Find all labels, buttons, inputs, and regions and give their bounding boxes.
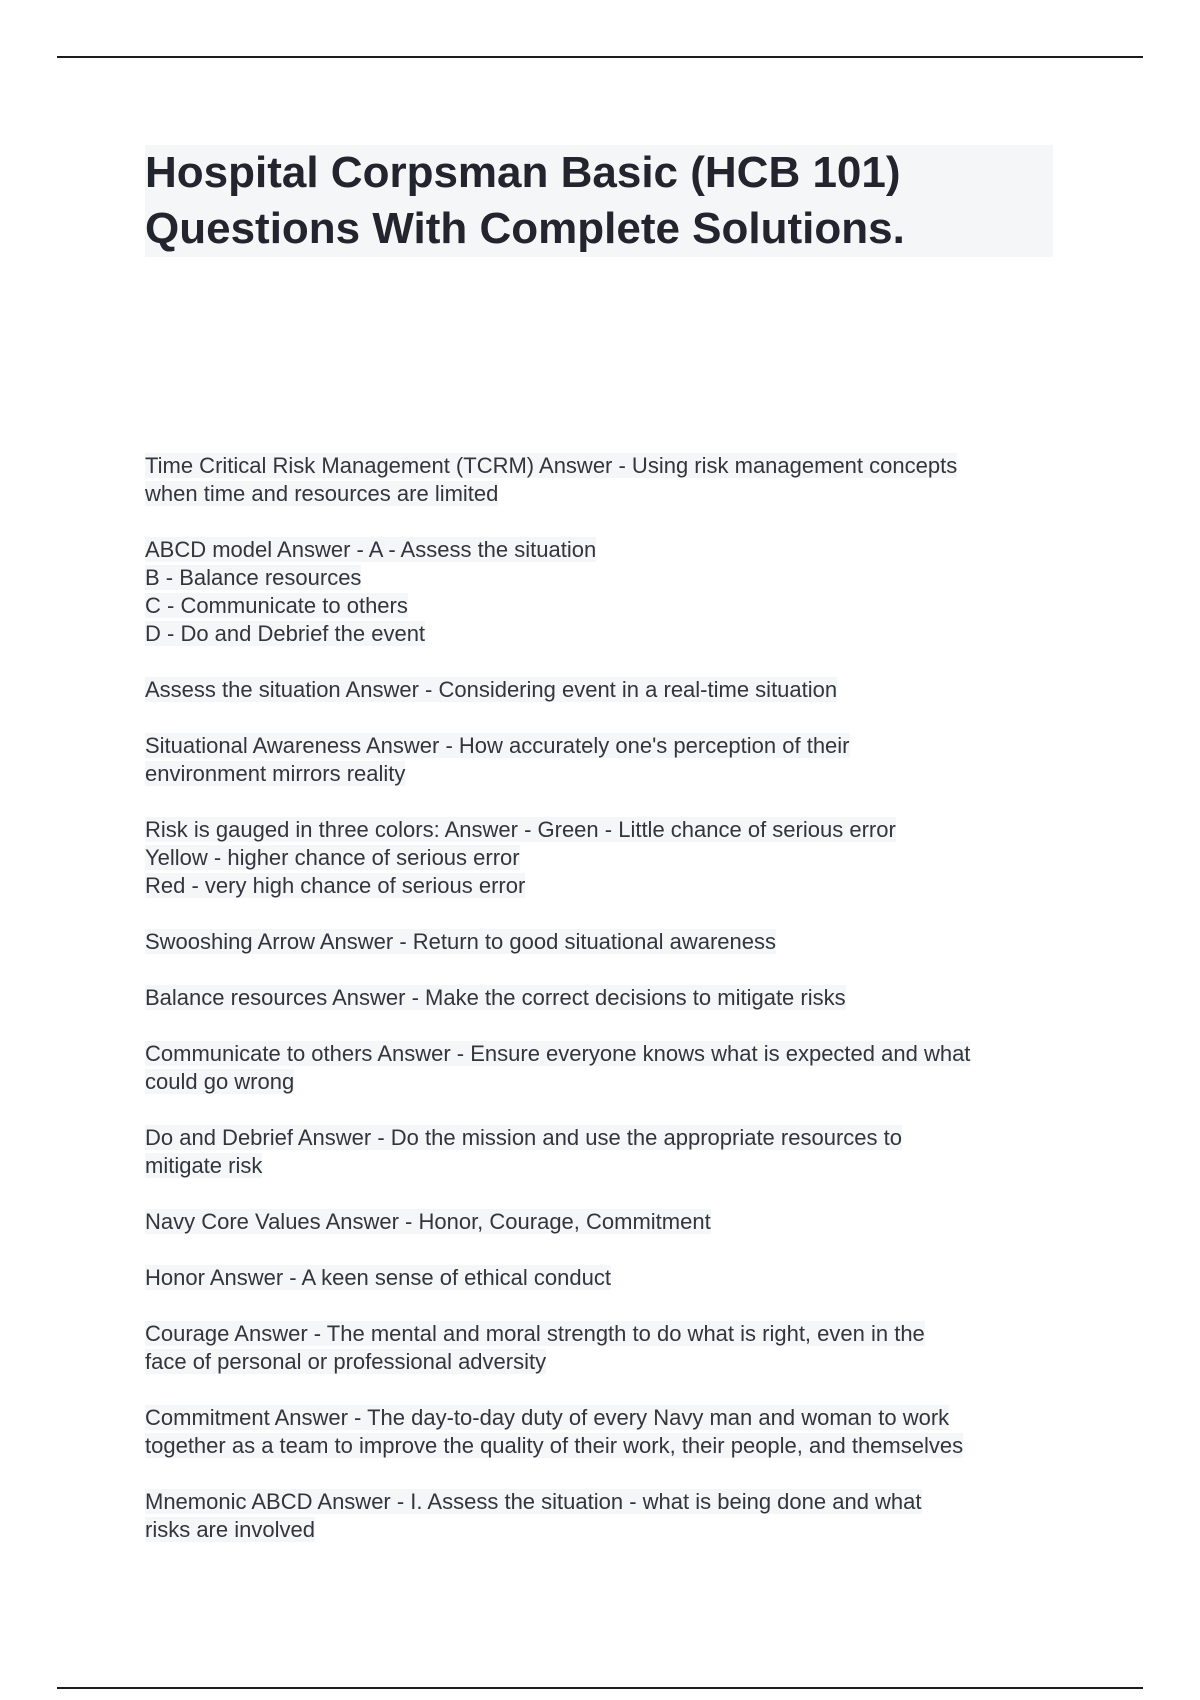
- qa-line: [145, 1348, 1075, 1376]
- qa-text: mitigate risk: [145, 1153, 263, 1178]
- qa-line: [145, 1488, 1075, 1516]
- title-line-2: Questions With Complete Solutions.: [145, 204, 905, 253]
- qa-text: B - Balance resources: [145, 565, 362, 590]
- qa-line: [145, 1404, 1075, 1432]
- qa-line: [145, 1516, 1075, 1544]
- qa-line: [145, 620, 1075, 648]
- qa-line: [145, 592, 1075, 620]
- qa-line: [145, 676, 1075, 704]
- qa-item: [145, 1124, 1075, 1180]
- qa-text: Honor Answer - A keen sense of ethical conduct: [145, 1265, 611, 1290]
- qa-text: Swooshing Arrow Answer - Return to good situational awareness: [145, 929, 777, 954]
- qa-line: [145, 760, 1075, 788]
- qa-text: Time Critical Risk Management (TCRM) Answer - Using risk management concepts: [145, 453, 958, 478]
- qa-item: [145, 676, 1075, 704]
- qa-text: Communicate to others Answer - Ensure everyone knows what is expected and what: [145, 1041, 971, 1066]
- qa-line: [145, 1432, 1075, 1460]
- qa-text: Do and Debrief Answer - Do the mission and use the appropriate resources to: [145, 1125, 902, 1150]
- qa-line: [145, 816, 1075, 844]
- title-line-1: Hospital Corpsman Basic (HCB 101): [145, 148, 901, 197]
- qa-text: Red - very high chance of serious error: [145, 873, 526, 898]
- qa-item: [145, 732, 1075, 788]
- qa-line: [145, 1068, 1075, 1096]
- bottom-divider: [57, 1687, 1143, 1689]
- qa-line: [145, 1124, 1075, 1152]
- qa-text: risks are involved: [145, 1517, 315, 1542]
- qa-item: [145, 1320, 1075, 1376]
- qa-list: [145, 452, 1075, 1572]
- qa-text: Assess the situation Answer - Considering event in a real-time situation: [145, 677, 838, 702]
- qa-text: together as a team to improve the quality of their work, their people, and themselves: [145, 1433, 964, 1458]
- qa-line: [145, 844, 1075, 872]
- qa-line: [145, 480, 1075, 508]
- qa-line: [145, 1320, 1075, 1348]
- qa-line: [145, 872, 1075, 900]
- qa-item: [145, 1488, 1075, 1544]
- qa-line: [145, 1040, 1075, 1068]
- qa-text: Courage Answer - The mental and moral strength to do what is right, even in the: [145, 1321, 925, 1346]
- qa-text: face of personal or professional adversity: [145, 1349, 547, 1374]
- qa-text: Mnemonic ABCD Answer - I. Assess the situation - what is being done and what: [145, 1489, 922, 1514]
- qa-line: [145, 452, 1075, 480]
- qa-item: [145, 1264, 1075, 1292]
- qa-line: [145, 1264, 1075, 1292]
- qa-line: [145, 564, 1075, 592]
- document-title: [145, 145, 1053, 257]
- qa-text: could go wrong: [145, 1069, 295, 1094]
- qa-text: Risk is gauged in three colors: Answer - Green - Little chance of serious error: [145, 817, 896, 842]
- qa-text: C - Communicate to others: [145, 593, 408, 618]
- qa-item: [145, 928, 1075, 956]
- top-divider: [57, 56, 1143, 58]
- qa-line: [145, 1152, 1075, 1180]
- qa-text: Commitment Answer - The day-to-day duty of every Navy man and woman to work: [145, 1405, 950, 1430]
- qa-text: D - Do and Debrief the event: [145, 621, 426, 646]
- qa-item: [145, 1404, 1075, 1460]
- qa-line: [145, 732, 1075, 760]
- qa-text: Navy Core Values Answer - Honor, Courage, Commitment: [145, 1209, 711, 1234]
- qa-item: [145, 984, 1075, 1012]
- qa-text: Yellow - higher chance of serious error: [145, 845, 520, 870]
- qa-item: [145, 1208, 1075, 1236]
- qa-line: [145, 1208, 1075, 1236]
- qa-item: [145, 1040, 1075, 1096]
- qa-text: Situational Awareness Answer - How accurately one's perception of their: [145, 733, 850, 758]
- qa-line: [145, 928, 1075, 956]
- qa-line: [145, 984, 1075, 1012]
- qa-item: [145, 816, 1075, 900]
- qa-text: when time and resources are limited: [145, 481, 499, 506]
- qa-text: ABCD model Answer - A - Assess the situation: [145, 537, 597, 562]
- qa-item: [145, 452, 1075, 508]
- qa-line: [145, 536, 1075, 564]
- qa-text: environment mirrors reality: [145, 761, 406, 786]
- qa-item: [145, 536, 1075, 648]
- qa-text: Balance resources Answer - Make the correct decisions to mitigate risks: [145, 985, 846, 1010]
